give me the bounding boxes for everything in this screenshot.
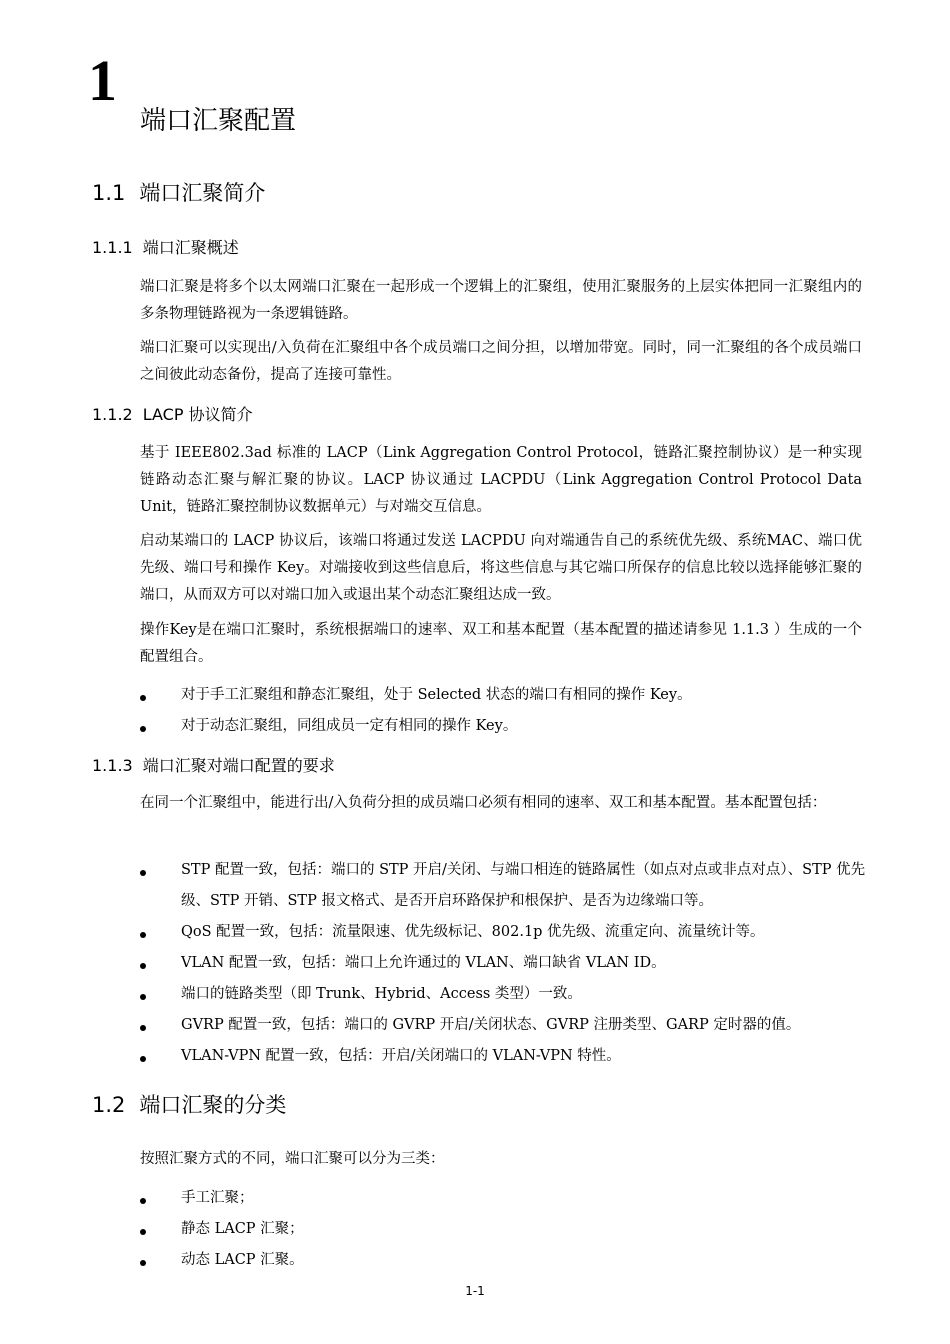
- section-1-2-heading: [92, 1093, 286, 1118]
- bullet-icon: [140, 1198, 146, 1204]
- paragraph: 按照汇聚方式的不同，端口汇聚可以分为三类：: [140, 1151, 445, 1167]
- list-item-text: 对于手工汇聚组和静态汇聚组，处于 Selected 状态的端口有相同的操作 Key。: [181, 687, 692, 703]
- list-item-text: 手工汇聚；: [181, 1190, 254, 1206]
- list-item: [140, 979, 880, 1010]
- bullet-icon: [140, 1025, 146, 1031]
- list-item-text: 动态 LACP 汇聚。: [181, 1252, 304, 1268]
- list-item: [140, 1214, 880, 1245]
- paragraph: 启动某端口的 LACP 协议后，该端口将通过发送 LACPDU 向对端通告自己的系统优先级、系统MAC、端口优先级、端口号和操作 Key。对端接收到这些信息后，将这些信息与其它端口所保存的信息比较以选择能够汇聚的端口，从而双方可以对端口加入或退出某个动态汇聚组达成一致。: [140, 533, 862, 603]
- list-item: [140, 680, 880, 711]
- section-1-1-heading: [92, 181, 265, 206]
- bullet-icon: [140, 1229, 146, 1235]
- list-item-text: QoS 配置一致，包括：流量限速、优先级标记、802.1p 优先级、流重定向、流量统计等。: [181, 924, 765, 940]
- paragraph: 在同一个汇聚组中，能进行出/入负荷分担的成员端口必须有相同的速率、双工和基本配置。基本配置包括：: [140, 795, 827, 811]
- paragraph: 端口汇聚是将多个以太网端口汇聚在一起形成一个逻辑上的汇聚组，使用汇聚服务的上层实体把同一汇聚组内的多条物理链路视为一条逻辑链路。: [140, 279, 862, 322]
- bullet-icon: [140, 870, 146, 876]
- bullet-icon: [140, 695, 146, 701]
- section-title: 端口汇聚对端口配置的要求: [142, 756, 335, 775]
- bullet-icon: [140, 994, 146, 1000]
- section-1-1-1-heading: [92, 238, 239, 257]
- section-number: 1.1.1: [92, 238, 133, 257]
- paragraph: 操作Key是在端口汇聚时，系统根据端口的速率、双工和基本配置（基本配置的描述请参见 1.1.3 ）生成的一个配置组合。: [140, 622, 862, 665]
- section-number: 1.1.2: [92, 405, 133, 424]
- list-item: [140, 917, 880, 948]
- list-item-text: VLAN 配置一致，包括：端口上允许通过的 VLAN、端口缺省 VLAN ID。: [181, 955, 666, 971]
- section-title: 端口汇聚的分类: [139, 1093, 287, 1117]
- section-title: 端口汇聚概述: [142, 238, 239, 257]
- list-item-text: STP 配置一致，包括：端口的 STP 开启/关闭、与端口相连的链路属性（如点对点或非点对点）、STP 优先级、STP 开销、STP 报文格式、是否开启环路保护和根保护、是否为边缘端口等。: [181, 862, 866, 909]
- section-number: 1.1.3: [92, 756, 133, 775]
- section-number: 1.2: [92, 1093, 126, 1117]
- list-item: [140, 1010, 880, 1041]
- bullet-icon: [140, 963, 146, 969]
- chapter-title: 端口汇聚配置: [140, 106, 297, 136]
- page-number: 1-1: [465, 1284, 485, 1298]
- list-item: [140, 855, 880, 917]
- chapter-number: 1: [88, 48, 116, 113]
- list-item: [140, 948, 880, 979]
- paragraph: 基于 IEEE802.3ad 标准的 LACP（Link Aggregation Control Protocol，链路汇聚控制协议）是一种实现链路动态汇聚与解汇聚的协议。LACP 协议通过 LACPDU（Link Aggregation Control Protocol Data Unit，链路汇聚控制协议数据单元）与对端交互信息。: [140, 445, 862, 515]
- section-title: 端口汇聚简介: [139, 181, 266, 205]
- list-item: [140, 1245, 880, 1276]
- list-item-text: VLAN-VPN 配置一致，包括：开启/关闭端口的 VLAN-VPN 特性。: [181, 1048, 621, 1064]
- section-number: 1.1: [92, 181, 126, 205]
- bullet-icon: [140, 932, 146, 938]
- section-1-1-2-heading: [92, 405, 253, 424]
- list-item-text: 对于动态汇聚组，同组成员一定有相同的操作 Key。: [181, 718, 518, 734]
- bullet-icon: [140, 1056, 146, 1062]
- list-item-text: 端口的链路类型（即 Trunk、Hybrid、Access 类型）一致。: [181, 986, 582, 1002]
- list-item-text: GVRP 配置一致，包括：端口的 GVRP 开启/关闭状态、GVRP 注册类型、GARP 定时器的值。: [181, 1017, 801, 1033]
- bullet-icon: [140, 726, 146, 732]
- paragraph: 端口汇聚可以实现出/入负荷在汇聚组中各个成员端口之间分担，以增加带宽。同时，同一汇聚组的各个成员端口之间彼此动态备份，提高了连接可靠性。: [140, 340, 862, 383]
- bullet-icon: [140, 1260, 146, 1266]
- section-title: LACP 协议简介: [142, 405, 253, 424]
- list-item: [140, 711, 880, 742]
- section-1-1-3-heading: [92, 756, 335, 775]
- list-item-text: 静态 LACP 汇聚；: [181, 1221, 304, 1237]
- list-item: [140, 1041, 880, 1072]
- list-item: [140, 1183, 880, 1214]
